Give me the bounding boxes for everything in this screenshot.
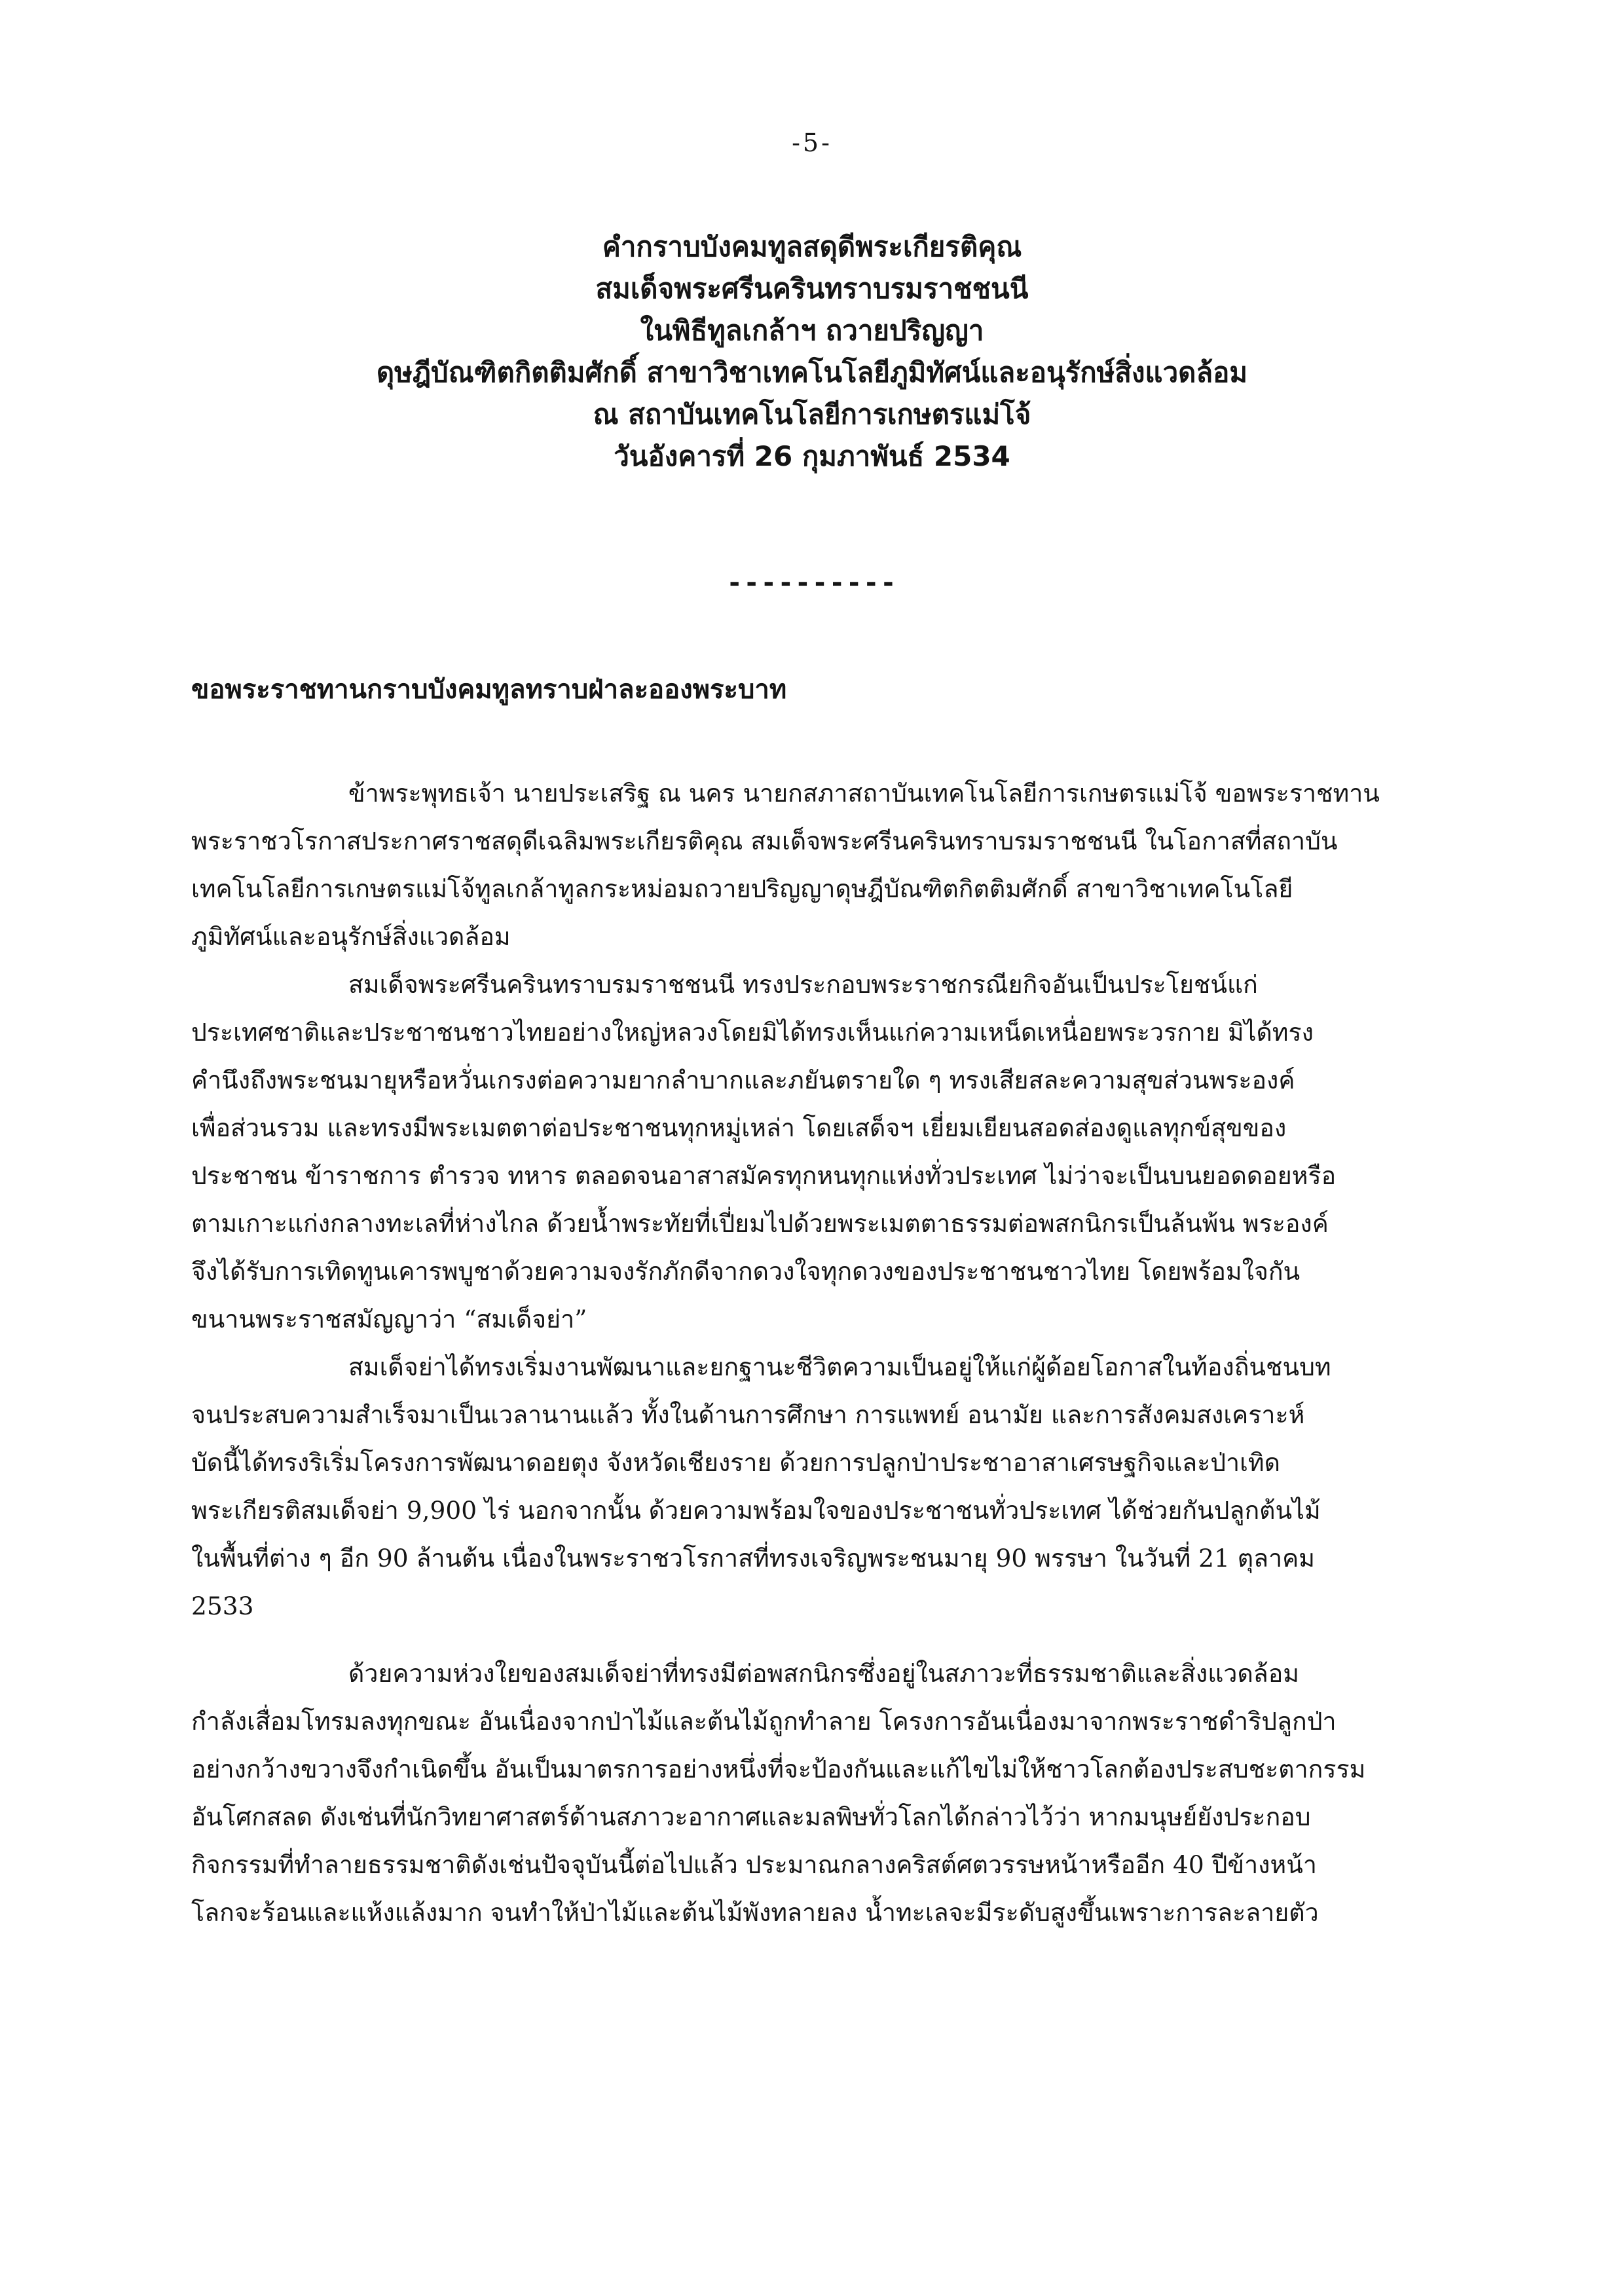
paragraph-line: จนประสบความสำเร็จมาเป็นเวลานานแล้ว ทั้งในด้านการศึกษา การแพทย์ อนามัย และการสังคมสงเคราะห์ [191,1400,1305,1429]
paragraph-line: ตามเกาะแก่งกลางทะเลที่ห่างไกล ด้วยน้ำพระทัยที่เปี่ยมไปด้วยพระเมตตาธรรมต่อพสกนิกรเป็นล้นพ้น พระองค์ [191,1209,1329,1238]
paragraph-line: กำลังเสื่อมโทรมลงทุกขณะ อันเนื่องจากป่าไม้และต้นไม้ถูกทำลาย โครงการอันเนื่องมาจากพระราชดำริปลูกป่า [191,1707,1337,1736]
paragraph-line: คำนึงถึงพระชนมายุหรือหวั่นเกรงต่อความยากลำบากและภยันตรายใด ๆ ทรงเสียสละความสุขส่วนพระองค์ [191,1066,1295,1094]
title-line: ณ สถาบันเทคโนโลยีการเกษตรแม่โจ้ [593,398,1031,430]
title-line: วันอังคารที่ 26 กุมภาพันธ์ 2534 [614,440,1010,472]
title-line: สมเด็จพระศรีนครินทราบรมราชชนนี [595,272,1029,305]
paragraph-line: โลกจะร้อนและแห้งแล้งมาก จนทำให้ป่าไม้และต้นไม้พังทลายลง น้ำทะเลจะมีระดับสูงขึ้นเพราะการละลายตัว [191,1898,1319,1927]
paragraph-line: บัดนี้ได้ทรงริเริ่มโครงการพัฒนาดอยตุง จังหวัดเชียงราย ด้วยการปลูกป่าประชาอาสาเศรษฐกิจและป่าเทิด [191,1448,1281,1477]
paragraph-line: สมเด็จย่าได้ทรงเริ่มงานพัฒนาและยกฐานะชีวิตความเป็นอยู่ให้แก่ผู้ด้อยโอกาสในท้องถิ่นชนบท [348,1353,1331,1381]
paragraph-line: เทคโนโลยีการเกษตรแม่โจ้ทูลเกล้าทูลกระหม่อมถวายปริญญาดุษฎีบัณฑิตกิตติมศักดิ์ สาขาวิชาเทคโนโลยี [191,874,1293,903]
paragraph-line: ประชาชน ข้าราชการ ตำรวจ ทหาร ตลอดจนอาสาสมัครทุกหนทุกแห่งทั่วประเทศ ไม่ว่าจะเป็นบนยอดดอยหรือ [191,1161,1337,1190]
paragraph-line: 2533 [191,1592,254,1620]
paragraph-line: ข้าพระพุทธเจ้า นายประเสริฐ ณ นคร นายกสภาสถาบันเทคโนโลยีการเกษตรแม่โจ้ ขอพระราชทาน [348,779,1380,808]
paragraph-line: อันโศกสลด ดังเช่นที่นักวิทยาศาสตร์ด้านสภาวะอากาศและมลพิษทั่วโลกได้กล่าวไว้ว่า หากมนุษย์ยังประกอบ [191,1802,1311,1831]
page-number: -5- [792,128,832,157]
paragraph-line: จึงได้รับการเทิดทูนเคารพบูชาด้วยความจงรักภักดีจากดวงใจทุกดวงของประชาชนชาวไทย โดยพร้อมใจกัน [191,1257,1301,1286]
title-line: คำกราบบังคมทูลสดุดีพระเกียรติคุณ [602,231,1022,263]
paragraph-line: ภูมิทัศน์และอนุรักษ์สิ่งแวดล้อม [191,922,511,951]
paragraph-line: ในพื้นที่ต่าง ๆ อีก 90 ล้านต้น เนื่องในพระราชวโรกาสที่ทรงเจริญพระชนมายุ 90 พรรษา ในวันที่ 21 ตุลาคม [191,1544,1315,1573]
paragraph-line: อย่างกว้างขวางจึงกำเนิดขึ้น อันเป็นมาตรการอย่างหนึ่งที่จะป้องกันและแก้ไขไม่ให้ชาวโลกต้องประสบชะตากรรม [191,1755,1366,1783]
salutation: ขอพระราชทานกราบบังคมทูลทราบฝ่าละอองพระบาท [191,675,787,705]
paragraph-line: พระราชวโรกาสประกาศราชสดุดีเฉลิมพระเกียรติคุณ สมเด็จพระศรีนครินทราบรมราชชนนี ในโอกาสที่สถาบัน [191,827,1338,855]
paragraph-line: ขนานพระราชสมัญญาว่า “สมเด็จย่า” [191,1305,587,1334]
title-block [196,226,1428,477]
body-text [191,770,1480,1937]
paragraph-line: ประเทศชาติและประชาชนชาวไทยอย่างใหญ่หลวงโดยมิได้ทรงเห็นแก่ความเหน็ดเหนื่อยพระวรกาย มิได้ทรง [191,1018,1314,1047]
title-line: ในพิธีทูลเกล้าฯ ถวายปริญญา [640,314,984,346]
paragraph-line: สมเด็จพระศรีนครินทราบรมราชชนนี ทรงประกอบพระราชกรณียกิจอันเป็นประโยชน์แก่ [348,970,1258,999]
title-separator-rule: ---------- [726,568,898,598]
paragraph-line: พระเกียรติสมเด็จย่า 9,900 ไร่ นอกจากนั้น ด้วยความพร้อมใจของประชาชนทั่วประเทศ ได้ช่วยกันปลูกต้นไม้ [191,1496,1321,1525]
paragraph-line: ด้วยความห่วงใยของสมเด็จย่าที่ทรงมีต่อพสกนิกรซึ่งอยู่ในสภาวะที่ธรรมชาติและสิ่งแวดล้อม [348,1659,1300,1688]
title-line: ดุษฎีบัณฑิตกิตติมศักดิ์ สาขาวิชาเทคโนโลยีภูมิทัศน์และอนุรักษ์สิ่งแวดล้อม [376,356,1248,388]
paragraph-line: กิจกรรมที่ทำลายธรรมชาติดังเช่นปัจจุบันนี้ต่อไปแล้ว ประมาณกลางคริสต์ศตวรรษหน้าหรืออีก 40 ปีข้างหน้า [191,1850,1317,1879]
paragraph-line: เพื่อส่วนรวม และทรงมีพระเมตตาต่อประชาชนทุกหมู่เหล่า โดยเสด็จฯ เยี่ยมเยียนสอดส่องดูแลทุกข์สุขของ [191,1113,1287,1142]
